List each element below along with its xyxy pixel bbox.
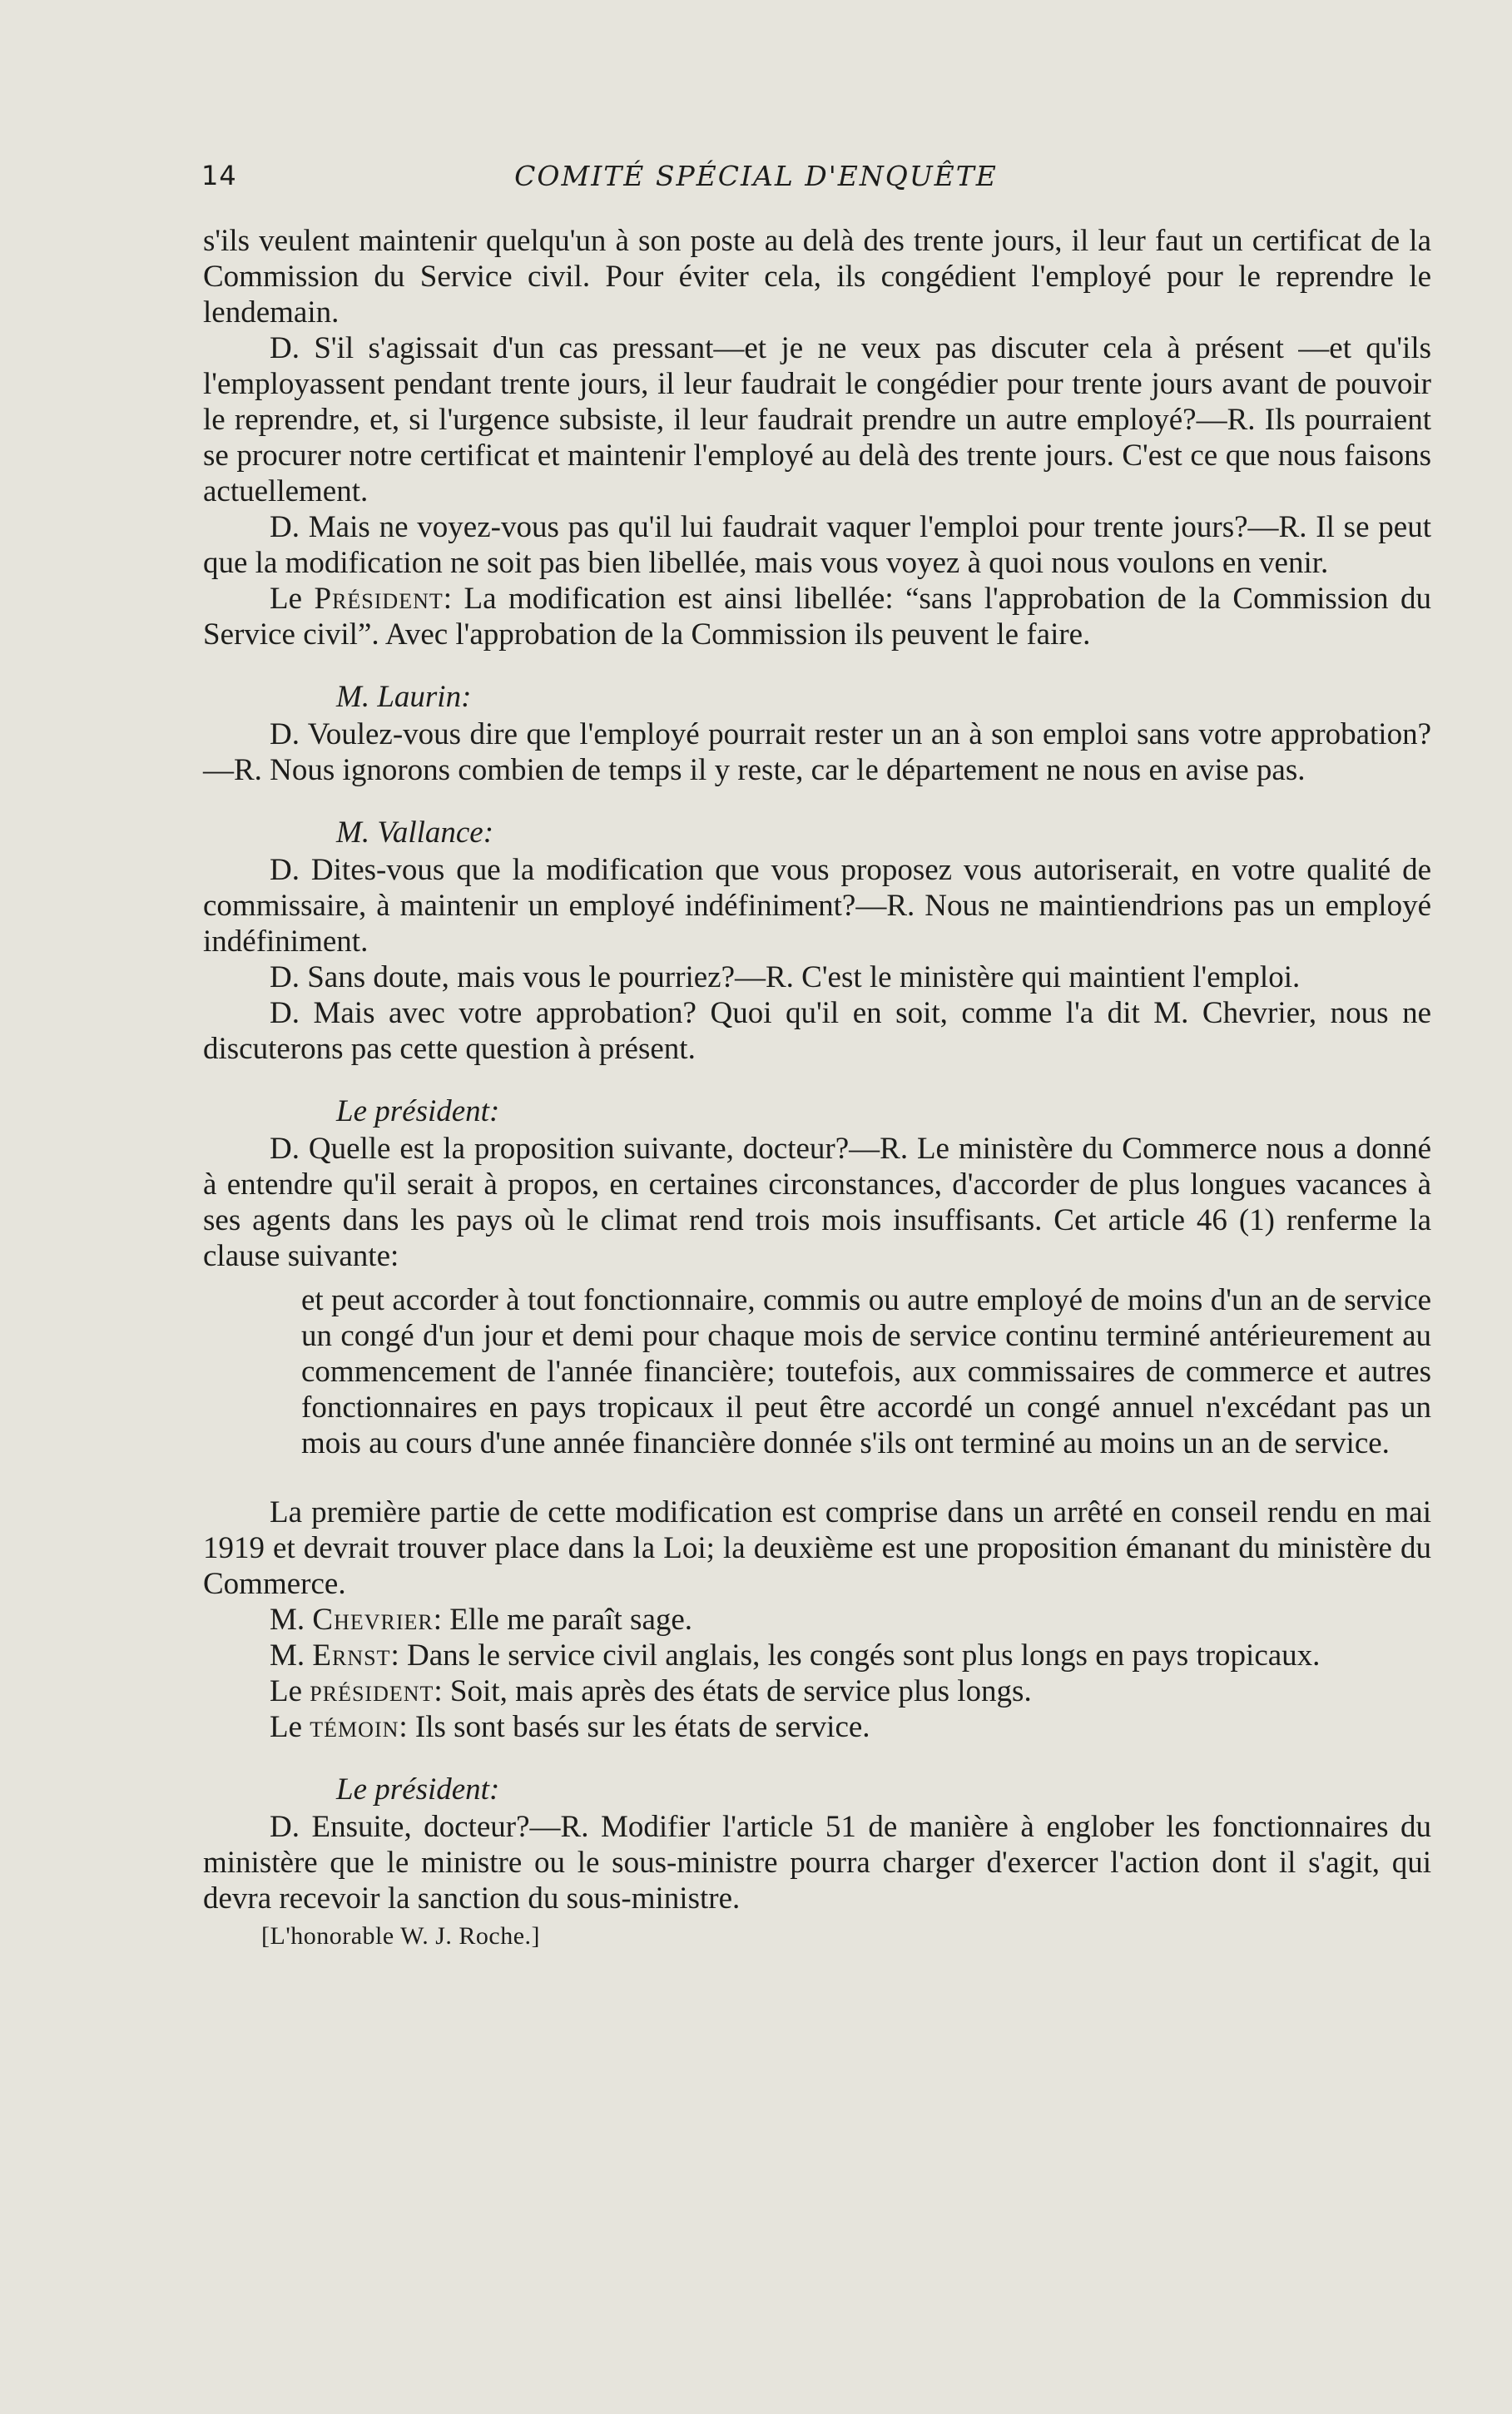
- page-number: 14: [201, 160, 237, 191]
- speaker-prefix: Le: [270, 1674, 310, 1708]
- footer-note: [L'honorable W. J. Roche.]: [261, 1922, 541, 1950]
- speaker-heading: Le président:: [336, 1772, 500, 1807]
- speech-text: : La modification est ainsi libellée: “sans l'approbation de la Commission du Service civil”. Avec l'approbation de la Commission ils peuvent le faire.: [203, 582, 1431, 652]
- speaker-prefix: M.: [270, 1603, 313, 1637]
- speaker-paragraph: [203, 1709, 1431, 1745]
- speech-text: : Ils sont basés sur les états de service.: [399, 1710, 870, 1744]
- speaker-paragraph: [203, 1602, 1431, 1638]
- running-title: COMITÉ SPÉCIAL D'ENQUÊTE: [514, 160, 998, 192]
- speaker-name: président: [310, 1674, 434, 1708]
- speaker-heading: Le président:: [336, 1094, 500, 1128]
- speaker-name: témoin: [310, 1710, 399, 1744]
- page-header: [0, 160, 1512, 201]
- page-body: [203, 223, 1431, 1951]
- paragraph: D. Mais ne voyez-vous pas qu'il lui faudrait vaquer l'emploi pour trente jours?—R. Il se peut que la modification ne soit pas bien libellée, mais vous voyez à quoi nous voulons en venir.: [203, 510, 1431, 580]
- speech-text: : Dans le service civil anglais, les congés sont plus longs en pays tropicaux.: [390, 1638, 1321, 1673]
- paragraph: D. Voulez-vous dire que l'employé pourrait rester un an à son emploi sans votre approbation?—R. Nous ignorons combien de temps il y reste, car le département ne nous en avise pas.: [203, 717, 1431, 787]
- speaker-name: Ernst: [312, 1638, 391, 1673]
- speaker-heading: M. Laurin:: [336, 680, 472, 714]
- speaker-name: Chevrier: [312, 1603, 434, 1637]
- paragraph: La première partie de cette modification est comprise dans un arrêté en conseil rendu en mai 1919 et devrait trouver place dans la Loi; la deuxième est une proposition émanant du ministère du Commerce.: [203, 1495, 1431, 1601]
- paragraph: D. S'il s'agissait d'un cas pressant—et je ne veux pas discuter cela à présent —et qu'ils l'employassent pendant trente jours, il leur faudrait le congédier pour trente jours avant de pouvoir le reprendre, et, si l'urgence subsiste, il leur faudrait prendre un autre employé?—R. Ils pourraient se procurer notre certificat et maintenir l'employé au delà des trente jours. C'est ce que nous faisons actuellement.: [203, 331, 1431, 508]
- speech-text: : Elle me paraît sage.: [433, 1603, 693, 1637]
- speaker-paragraph: [203, 1673, 1431, 1709]
- paragraph: D. Quelle est la proposition suivante, docteur?—R. Le ministère du Commerce nous a donné à entendre qu'il serait à propos, en certaines circonstances, d'accorder de plus longues vacances à ses agents dans les pays où le climat rend trois mois insuffisants. Cet article 46 (1) renferme la clause suivante:: [203, 1132, 1431, 1273]
- paragraph: D. Sans doute, mais vous le pourriez?—R. C'est le ministère qui maintient l'emploi.: [270, 960, 1301, 994]
- speaker-name: Président: [314, 582, 444, 616]
- speaker-heading: M. Vallance:: [336, 815, 494, 850]
- paragraph: D. Ensuite, docteur?—R. Modifier l'article 51 de manière à englober les fonctionnaires du ministère que le ministre ou le sous-ministre pourra charger d'exercer l'action dont il s'agit, qui devra recevoir la sanction du sous-ministre.: [203, 1810, 1431, 1916]
- speaker-paragraph: [203, 581, 1431, 652]
- speaker-paragraph: [203, 1638, 1431, 1673]
- paragraph: D. Mais avec votre approbation? Quoi qu'il en soit, comme l'a dit M. Chevrier, nous ne discuterons pas cette question à présent.: [203, 996, 1431, 1066]
- speaker-prefix: M.: [270, 1638, 313, 1673]
- speaker-prefix: Le: [270, 1710, 310, 1744]
- paragraph: s'ils veulent maintenir quelqu'un à son poste au delà des trente jours, il leur faut un certificat de la Commission du Service civil. Pour éviter cela, ils congédient l'employé pour le reprendre le lendemain.: [203, 224, 1431, 330]
- speech-text: : Soit, mais après des états de service plus longs.: [434, 1674, 1032, 1708]
- speaker-prefix: Le: [270, 582, 315, 616]
- quoted-clause: et peut accorder à tout fonctionnaire, commis ou autre employé de moins d'un an de service un congé d'un jour et demi pour chaque mois de service continu terminé antérieurement au commencement de l'année financière; toutefois, aux commissaires de commerce et autres fonctionnaires en pays tropicaux il peut être accordé un congé annuel n'excédant pas un mois au cours d'une année financière donnée s'ils ont terminé au moins un an de service.: [301, 1283, 1431, 1460]
- paragraph: D. Dites-vous que la modification que vous proposez vous autoriserait, en votre qualité de commissaire, à maintenir un employé indéfiniment?—R. Nous ne maintiendrions pas un employé indéfiniment.: [203, 853, 1431, 959]
